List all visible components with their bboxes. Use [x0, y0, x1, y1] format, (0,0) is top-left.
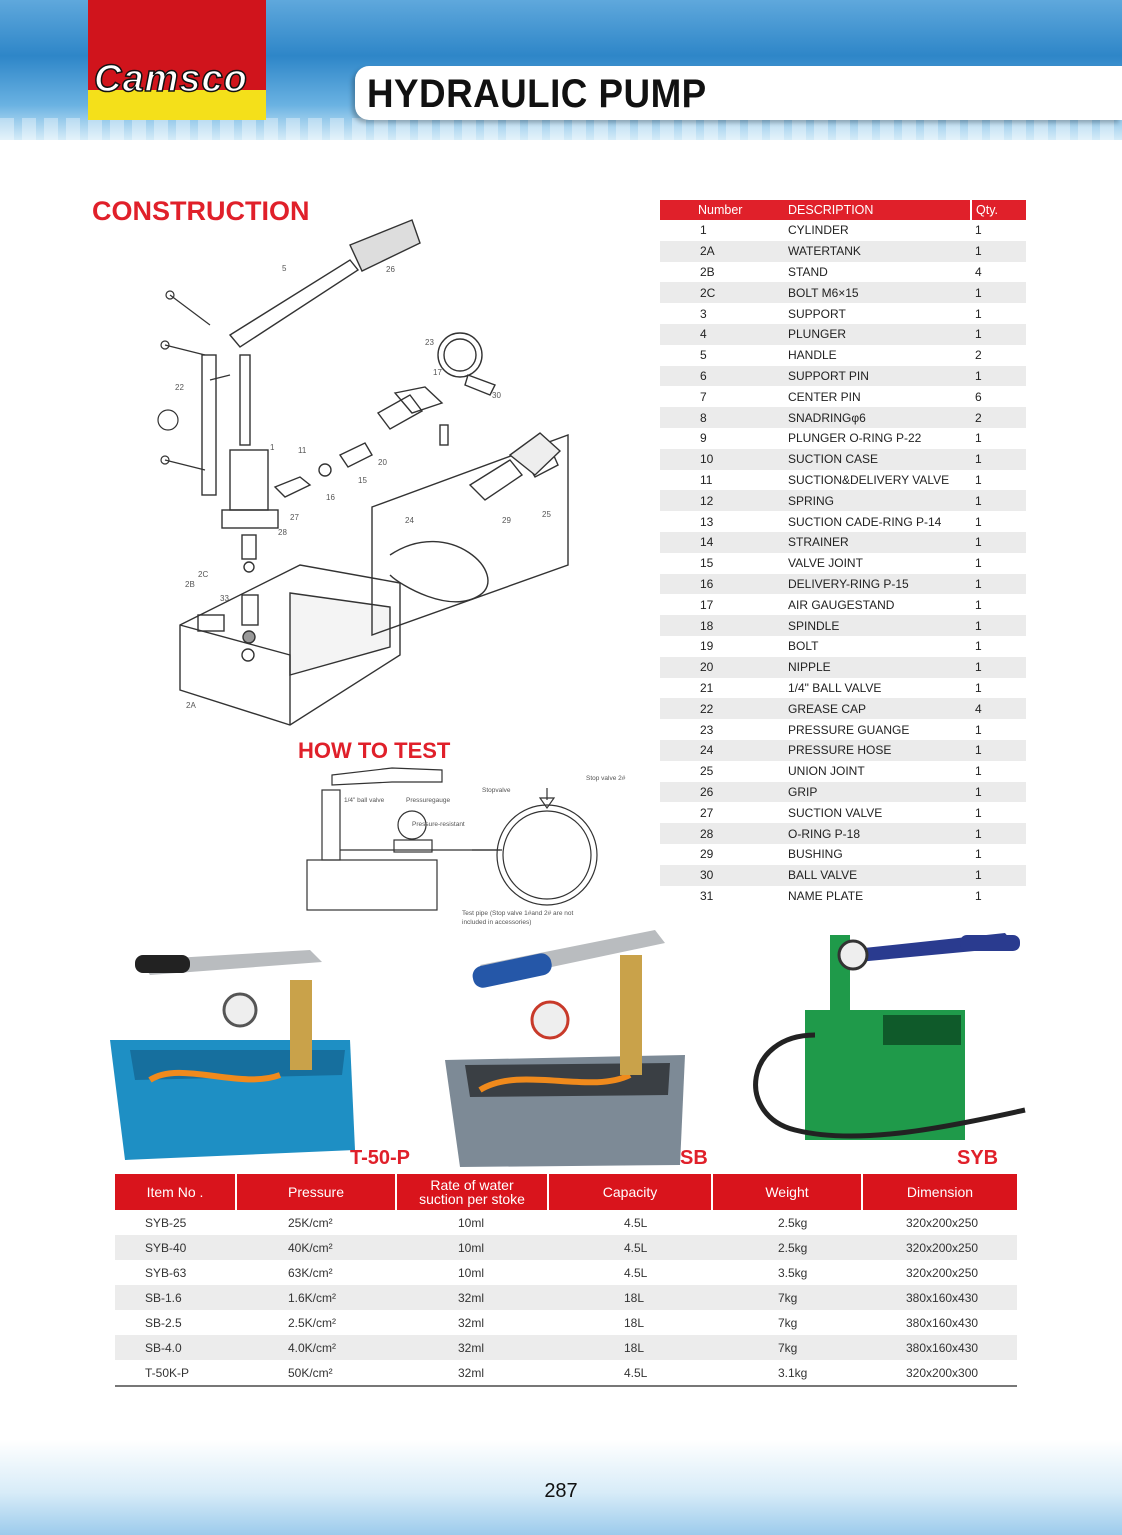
part-number: 24: [660, 740, 784, 761]
part-description: SUCTION VALVE: [788, 805, 883, 820]
parts-row: [660, 594, 1026, 615]
part-number: 17: [700, 597, 714, 612]
part-qty: 6: [975, 389, 982, 404]
spec-item-no: SYB-63: [145, 1265, 187, 1280]
part-number: 12: [660, 490, 784, 511]
part-qty: 4: [975, 264, 982, 279]
spec-capacity: 4.5L: [548, 1235, 712, 1260]
spec-dimension: 380x160x430: [906, 1315, 979, 1330]
part-qty: 1: [971, 490, 1026, 511]
spec-rate: 10ml: [458, 1215, 485, 1230]
parts-row: [660, 823, 1026, 844]
part-number: 2B: [700, 264, 715, 279]
part-description: CENTER PIN: [788, 389, 861, 404]
parts-row: [660, 241, 1026, 262]
part-description: CYLINDER: [788, 223, 849, 238]
part-qty: 2: [975, 348, 982, 363]
parts-header-description: DESCRIPTION: [784, 200, 971, 220]
part-description: SUPPORT: [788, 306, 846, 321]
parts-row: [660, 802, 1026, 823]
part-qty: 1: [971, 366, 1026, 387]
svg-text:27: 27: [290, 513, 299, 522]
part-number: 23: [700, 722, 714, 737]
part-qty: 1: [971, 324, 1026, 345]
part-qty: 1: [971, 282, 1026, 303]
spec-item-no: SYB-40: [115, 1235, 236, 1260]
part-qty: 1: [971, 532, 1026, 553]
part-description: PLUNGER O-RING P-22: [788, 431, 922, 446]
specs-header-capacity: Capacity: [548, 1174, 712, 1210]
part-number: 9: [700, 431, 707, 446]
spec-item-no: SYB-25: [145, 1215, 187, 1230]
specs-table: [115, 1174, 1017, 1387]
part-qty: 1: [971, 823, 1026, 844]
specs-header-dimension: Dimension: [862, 1174, 1017, 1210]
parts-header-qty: Qty.: [971, 200, 1026, 220]
part-number: 26: [660, 782, 784, 803]
part-number: 29: [700, 847, 714, 862]
parts-row: [660, 740, 1026, 761]
spec-capacity: 4.5L: [624, 1265, 648, 1280]
spec-pressure: 25K/cm²: [288, 1215, 333, 1230]
spec-item-no: SB-1.6: [115, 1285, 236, 1310]
part-qty: 1: [975, 431, 982, 446]
part-number: 28: [660, 823, 784, 844]
page-number: 287: [544, 1480, 578, 1502]
parts-row: [660, 615, 1026, 636]
spec-weight: 3.5kg: [778, 1265, 808, 1280]
part-description: GRIP: [784, 782, 971, 803]
part-number: 10: [660, 449, 784, 470]
product-label-t50p: T-50-P: [350, 1147, 411, 1169]
part-qty: 1: [975, 805, 982, 820]
part-qty: 1: [971, 241, 1026, 262]
specs-header-rate-line2: suction per stoke: [419, 1191, 525, 1207]
label-ball-valve: 1/4" ball valve: [344, 797, 385, 804]
part-number: 1: [700, 223, 707, 238]
specs-row: [115, 1310, 1017, 1335]
part-description: STAND: [788, 264, 828, 279]
svg-text:5: 5: [282, 264, 287, 273]
parts-row: [660, 636, 1026, 657]
part-qty: 1: [971, 574, 1026, 595]
part-description: PRESSURE GUANGE: [788, 722, 910, 737]
spec-item-no: SB-4.0: [115, 1335, 236, 1360]
part-number: 2A: [660, 241, 784, 262]
product-label-sb: SB: [680, 1147, 708, 1169]
parts-row: [660, 366, 1026, 387]
part-qty: 1: [971, 657, 1026, 678]
parts-row: [660, 532, 1026, 553]
spec-rate: 10ml: [396, 1235, 548, 1260]
part-qty: 1: [971, 740, 1026, 761]
spec-capacity: 4.5L: [624, 1215, 648, 1230]
construction-heading: CONSTRUCTION: [92, 196, 310, 226]
spec-pressure: 50K/cm²: [236, 1360, 396, 1386]
spec-pressure: 4.0K/cm²: [236, 1335, 396, 1360]
parts-row: [660, 282, 1026, 303]
part-qty: 1: [975, 514, 982, 529]
specs-header-pressure: Pressure: [236, 1174, 396, 1210]
spec-rate: 32ml: [396, 1360, 548, 1386]
part-qty: 1: [975, 597, 982, 612]
part-number: 7: [700, 389, 707, 404]
part-description: 1/4" BALL VALVE: [788, 680, 882, 695]
parts-row: [660, 719, 1026, 740]
specs-table-header: [115, 1174, 1017, 1210]
part-number: 20: [660, 657, 784, 678]
parts-row: [660, 490, 1026, 511]
svg-text:1: 1: [270, 443, 275, 452]
parts-row: [660, 511, 1026, 532]
part-qty: 1: [975, 680, 982, 695]
label-test-pipe-note: included in accessories): [462, 919, 532, 926]
spec-capacity: 18L: [548, 1335, 712, 1360]
part-description: SNADRINGφ6: [784, 407, 971, 428]
parts-row: [660, 345, 1026, 366]
part-qty: 1: [971, 615, 1026, 636]
part-number: 19: [700, 639, 714, 654]
part-description: SUCTION CASE: [784, 449, 971, 470]
spec-rate: 32ml: [458, 1315, 485, 1330]
part-number: 31: [700, 888, 714, 903]
part-qty: 1: [975, 223, 982, 238]
part-number: 2C: [660, 282, 784, 303]
page-title: HYDRAULIC PUMP: [367, 72, 707, 116]
spec-rate: 32ml: [396, 1285, 548, 1310]
svg-text:20: 20: [378, 458, 387, 467]
part-number: 18: [660, 615, 784, 636]
part-number: 4: [660, 324, 784, 345]
part-number: 14: [660, 532, 784, 553]
label-pressure-gauge: Pressuregauge: [406, 797, 451, 804]
svg-text:16: 16: [326, 493, 335, 502]
spec-weight: 7kg: [712, 1335, 862, 1360]
spec-weight: 7kg: [712, 1285, 862, 1310]
spec-dimension: 380x160x430: [862, 1285, 1017, 1310]
part-description: NIPPLE: [784, 657, 971, 678]
parts-row: [660, 553, 1026, 574]
spec-weight: 7kg: [778, 1315, 798, 1330]
part-number: 21: [700, 680, 714, 695]
part-description: DELIVERY-RING P-15: [784, 574, 971, 595]
part-number: 25: [700, 764, 714, 779]
spec-capacity: 18L: [624, 1315, 645, 1330]
specs-header-rate: [396, 1174, 548, 1210]
spec-dimension: 320x200x250: [862, 1235, 1017, 1260]
svg-text:30: 30: [492, 391, 501, 400]
specs-row: [115, 1235, 1017, 1260]
part-description: SUCTION CADE-RING P-14: [788, 514, 942, 529]
svg-text:15: 15: [358, 476, 367, 485]
specs-header-rate-line1: Rate of water: [430, 1177, 514, 1193]
part-qty: 1: [971, 865, 1026, 886]
svg-text:26: 26: [386, 265, 395, 274]
spec-item-no: SB-2.5: [145, 1315, 182, 1330]
part-description: VALVE JOINT: [788, 556, 863, 571]
part-number: 22: [660, 698, 784, 719]
svg-text:33: 33: [220, 594, 229, 603]
part-description: BALL VALVE: [784, 865, 971, 886]
product-syb-image: [735, 915, 1035, 1160]
parts-row: [660, 574, 1026, 595]
parts-row: [660, 844, 1026, 865]
parts-row: [660, 886, 1026, 907]
spec-weight: 2.5kg: [778, 1215, 808, 1230]
svg-text:2C: 2C: [198, 570, 209, 579]
part-qty: 1: [975, 888, 982, 903]
spec-dimension: 320x200x300: [862, 1360, 1017, 1386]
parts-row: [660, 262, 1026, 283]
part-number: 15: [700, 556, 714, 571]
part-number: 5: [700, 348, 707, 363]
spec-pressure: 2.5K/cm²: [288, 1315, 337, 1330]
parts-row: [660, 220, 1026, 241]
specs-header-weight: Weight: [712, 1174, 862, 1210]
part-qty: 1: [975, 847, 982, 862]
part-qty: 2: [971, 407, 1026, 428]
part-description: WATERTANK: [784, 241, 971, 262]
label-stop-valve-2: Stop valve 2#: [586, 775, 626, 782]
specs-header-item: Item No .: [115, 1174, 236, 1210]
part-description: BOLT M6×15: [784, 282, 971, 303]
construction-diagram: [150, 215, 630, 755]
spec-capacity: 4.5L: [548, 1360, 712, 1386]
spec-item-no: T-50K-P: [115, 1360, 236, 1386]
part-number: 8: [660, 407, 784, 428]
parts-row: [660, 657, 1026, 678]
parts-row: [660, 407, 1026, 428]
part-number: 6: [660, 366, 784, 387]
part-description: BUSHING: [788, 847, 843, 862]
spec-rate: 10ml: [458, 1265, 485, 1280]
parts-row: [660, 303, 1026, 324]
spec-capacity: 18L: [548, 1285, 712, 1310]
parts-table-header: [660, 200, 1026, 220]
specs-row: [115, 1285, 1017, 1310]
svg-text:29: 29: [502, 516, 511, 525]
spec-dimension: 380x160x430: [862, 1335, 1017, 1360]
part-qty: 1: [971, 782, 1026, 803]
parts-row: [660, 698, 1026, 719]
svg-text:2B: 2B: [185, 580, 195, 589]
svg-text:17: 17: [433, 368, 442, 377]
parts-row: [660, 428, 1026, 449]
part-number: 11: [700, 472, 713, 487]
spec-pressure: 40K/cm²: [236, 1235, 396, 1260]
part-description: PRESSURE HOSE: [784, 740, 971, 761]
parts-row: [660, 324, 1026, 345]
parts-row: [660, 470, 1026, 491]
svg-text:25: 25: [542, 510, 551, 519]
product-sb-image: [440, 925, 695, 1170]
svg-text:11: 11: [298, 446, 307, 455]
specs-row: [115, 1210, 1017, 1235]
how-to-test-heading: HOW TO TEST: [298, 738, 451, 763]
brand-logo: [88, 0, 266, 120]
spec-weight: 3.1kg: [712, 1360, 862, 1386]
title-box: [355, 66, 1122, 120]
part-qty: 1: [975, 639, 982, 654]
spec-rate: 32ml: [396, 1335, 548, 1360]
svg-text:24: 24: [405, 516, 414, 525]
product-t50p-image: [110, 940, 370, 1165]
spec-pressure: 63K/cm²: [288, 1265, 333, 1280]
spec-weight: 2.5kg: [712, 1235, 862, 1260]
part-description: O-RING P-18: [784, 823, 971, 844]
part-description: PLUNGER: [784, 324, 971, 345]
part-qty: 1: [975, 306, 982, 321]
product-label-syb: SYB: [957, 1147, 999, 1169]
part-description: BOLT: [788, 639, 819, 654]
part-description: STRAINER: [784, 532, 971, 553]
spec-dimension: 320x200x250: [906, 1215, 979, 1230]
part-number: 3: [700, 306, 707, 321]
part-description: AIR GAUGESTAND: [788, 597, 895, 612]
part-number: 13: [700, 514, 714, 529]
part-qty: 1: [975, 722, 982, 737]
parts-row: [660, 865, 1026, 886]
parts-row: [660, 678, 1026, 699]
parts-row: [660, 782, 1026, 803]
part-qty: 1: [971, 449, 1026, 470]
part-qty: 1: [975, 764, 982, 779]
label-stopvalve: Stopvalve: [482, 787, 511, 794]
part-description: SPINDLE: [784, 615, 971, 636]
label-test-pipe: Test pipe (Stop valve 1#and 2# are not: [462, 910, 574, 917]
label-pressure-resistant: Pressure-resistant: [412, 821, 465, 828]
part-number: 30: [660, 865, 784, 886]
parts-header-number: Number: [660, 200, 784, 220]
spec-pressure: 1.6K/cm²: [236, 1285, 396, 1310]
svg-text:2A: 2A: [186, 701, 196, 710]
part-description: SPRING: [784, 490, 971, 511]
svg-text:28: 28: [278, 528, 287, 537]
part-number: 16: [660, 574, 784, 595]
part-description: SUPPORT PIN: [784, 366, 971, 387]
part-description: HANDLE: [788, 348, 837, 363]
part-description: GREASE CAP: [784, 698, 971, 719]
parts-row: [660, 386, 1026, 407]
how-to-test-diagram: [302, 760, 647, 930]
part-description: NAME PLATE: [788, 888, 864, 903]
parts-table: [660, 200, 1026, 906]
svg-text:22: 22: [175, 383, 184, 392]
parts-row: [660, 761, 1026, 782]
part-description: UNION JOINT: [788, 764, 865, 779]
spec-dimension: 320x200x250: [906, 1265, 979, 1280]
part-qty: 1: [975, 472, 982, 487]
parts-row: [660, 449, 1026, 470]
specs-row: [115, 1360, 1017, 1386]
specs-row: [115, 1335, 1017, 1360]
part-qty: 4: [971, 698, 1026, 719]
part-number: 27: [700, 805, 714, 820]
part-description: SUCTION&DELIVERY VALVE: [788, 472, 950, 487]
specs-row: [115, 1260, 1017, 1285]
part-qty: 1: [975, 556, 982, 571]
brand-name: Camsco: [94, 58, 248, 100]
svg-text:23: 23: [425, 338, 434, 347]
